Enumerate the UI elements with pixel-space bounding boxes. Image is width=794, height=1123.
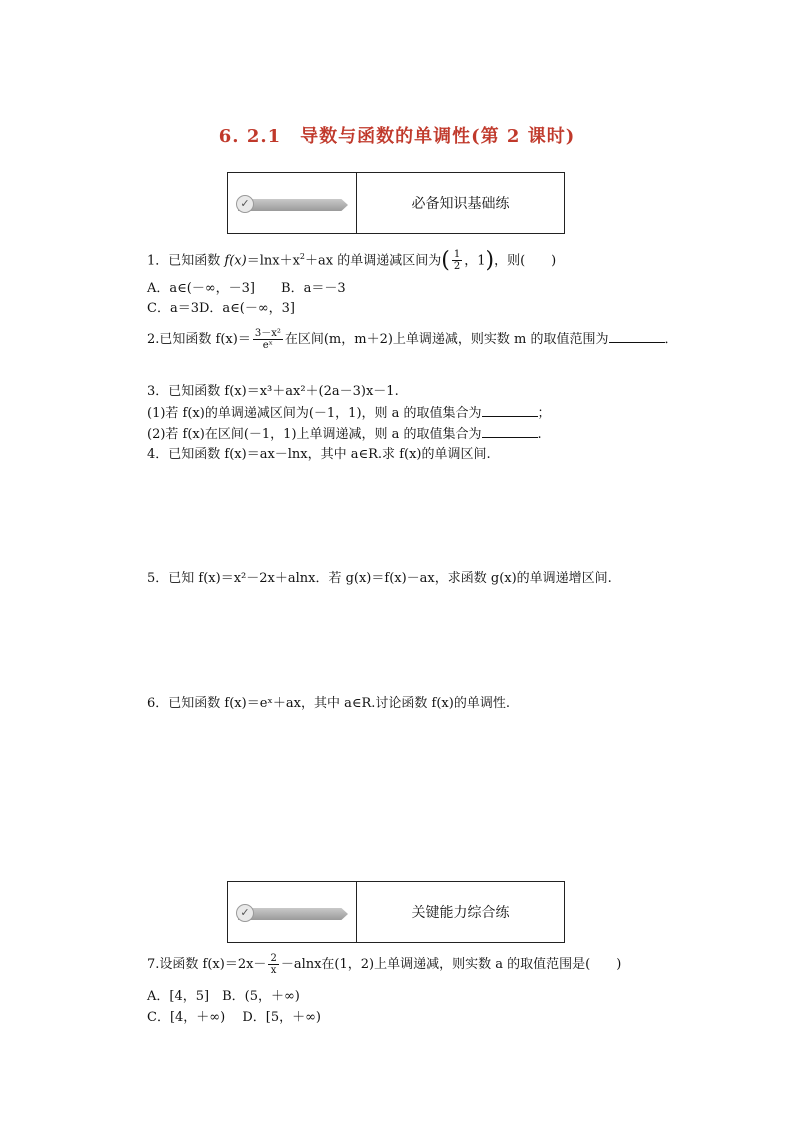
q1-mid2: ＋ax 的单调递减区间为 [305, 253, 442, 269]
section-banner [228, 173, 357, 233]
q7-options-ab: A．[4，5] B．(5，＋∞) [147, 989, 300, 1004]
q1-option-b: B．a＝－3 [281, 281, 346, 296]
section-header-advanced [227, 881, 565, 943]
question-1 [147, 248, 556, 272]
question-3-part-2 [147, 425, 542, 444]
q2-frac-num: 3－x² [254, 328, 281, 339]
q1-fx: f(x) [224, 253, 247, 269]
banner-arrow-bar [238, 908, 348, 920]
q1-left-paren: ( [441, 247, 450, 273]
q1-mid: ＝lnx＋x [246, 253, 300, 269]
q7-post: －alnx在(1，2)上单调递减，则实数 a 的取值范围是( ) [280, 957, 622, 972]
q7-options-cd: C．[4，＋∞) D．[5，＋∞) [147, 1010, 321, 1025]
question-3-part-1 [147, 404, 551, 423]
q3-p2-end: . [537, 427, 542, 442]
q1-right-paren: ) [485, 247, 495, 273]
check-icon: ✓ [236, 195, 254, 213]
question-4: 4．已知函数 f(x)＝ax－lnx，其中 a∈R.求 f(x)的单调区间. [147, 447, 491, 462]
question-6: 6．已知函数 f(x)＝eˣ＋ax，其中 a∈R.讨论函数 f(x)的单调性. [147, 696, 510, 711]
q2-pre: 2.已知函数 f(x)＝ [147, 332, 251, 347]
answer-blank[interactable] [482, 425, 538, 438]
answer-blank[interactable] [482, 404, 538, 417]
question-5: 5．已知 f(x)＝x²－2x＋alnx．若 g(x)＝f(x)－ax，求函数 g(x)的单调递增区间. [147, 571, 612, 586]
q7-frac-num: 2 [270, 953, 277, 964]
section-title-advanced: 关键能力综合练 [411, 905, 510, 921]
q1-frac-num: 1 [453, 249, 461, 261]
q2-fraction [253, 328, 283, 351]
page-title: 6. 2.1 导数与函数的单调性(第 2 课时) [218, 126, 576, 147]
q1-fraction [452, 249, 462, 272]
q1-interval-tail: ，1 [464, 253, 486, 269]
q1-pre: 1．已知函数 [147, 253, 225, 269]
answer-blank[interactable] [609, 330, 665, 343]
q1-options-ab [147, 280, 346, 298]
question-7 [147, 953, 621, 976]
q1-option-cd: C．a＝3D．a∈(－∞，3] [147, 301, 296, 316]
question-2 [147, 328, 678, 351]
q2-frac-den: eˣ [262, 340, 273, 351]
section-title-basic: 必备知识基础练 [411, 196, 510, 212]
q2-post: 在区间(m，m＋2)上单调递减，则实数 m 的取值范围为 [284, 332, 609, 347]
q7-pre: 7.设函数 f(x)＝2x－ [147, 957, 267, 972]
question-3-stem: 3．已知函数 f(x)＝x³＋ax²＋(2a－3)x－1. [147, 384, 399, 399]
q2-end: ． [664, 332, 678, 347]
q3-p2-text: (2)若 f(x)在区间(－1，1)上单调递减，则 a 的取值集合为 [147, 427, 482, 442]
banner-arrow-bar [238, 199, 348, 211]
q7-frac-den: x [270, 965, 277, 976]
section-banner [228, 882, 357, 942]
check-icon: ✓ [236, 904, 254, 922]
q1-frac-den: 2 [453, 261, 461, 273]
section-header-basic [227, 172, 565, 234]
q1-post: ，则( ) [494, 253, 557, 269]
q1-option-a: A．a∈(－∞，－3] [147, 281, 256, 296]
q3-p1-text: (1)若 f(x)的单调递减区间为(－1，1)，则 a 的取值集合为 [147, 406, 482, 421]
q7-fraction [268, 953, 278, 976]
q1-sup: 2 [299, 252, 305, 261]
q3-p1-end: ； [537, 406, 551, 421]
